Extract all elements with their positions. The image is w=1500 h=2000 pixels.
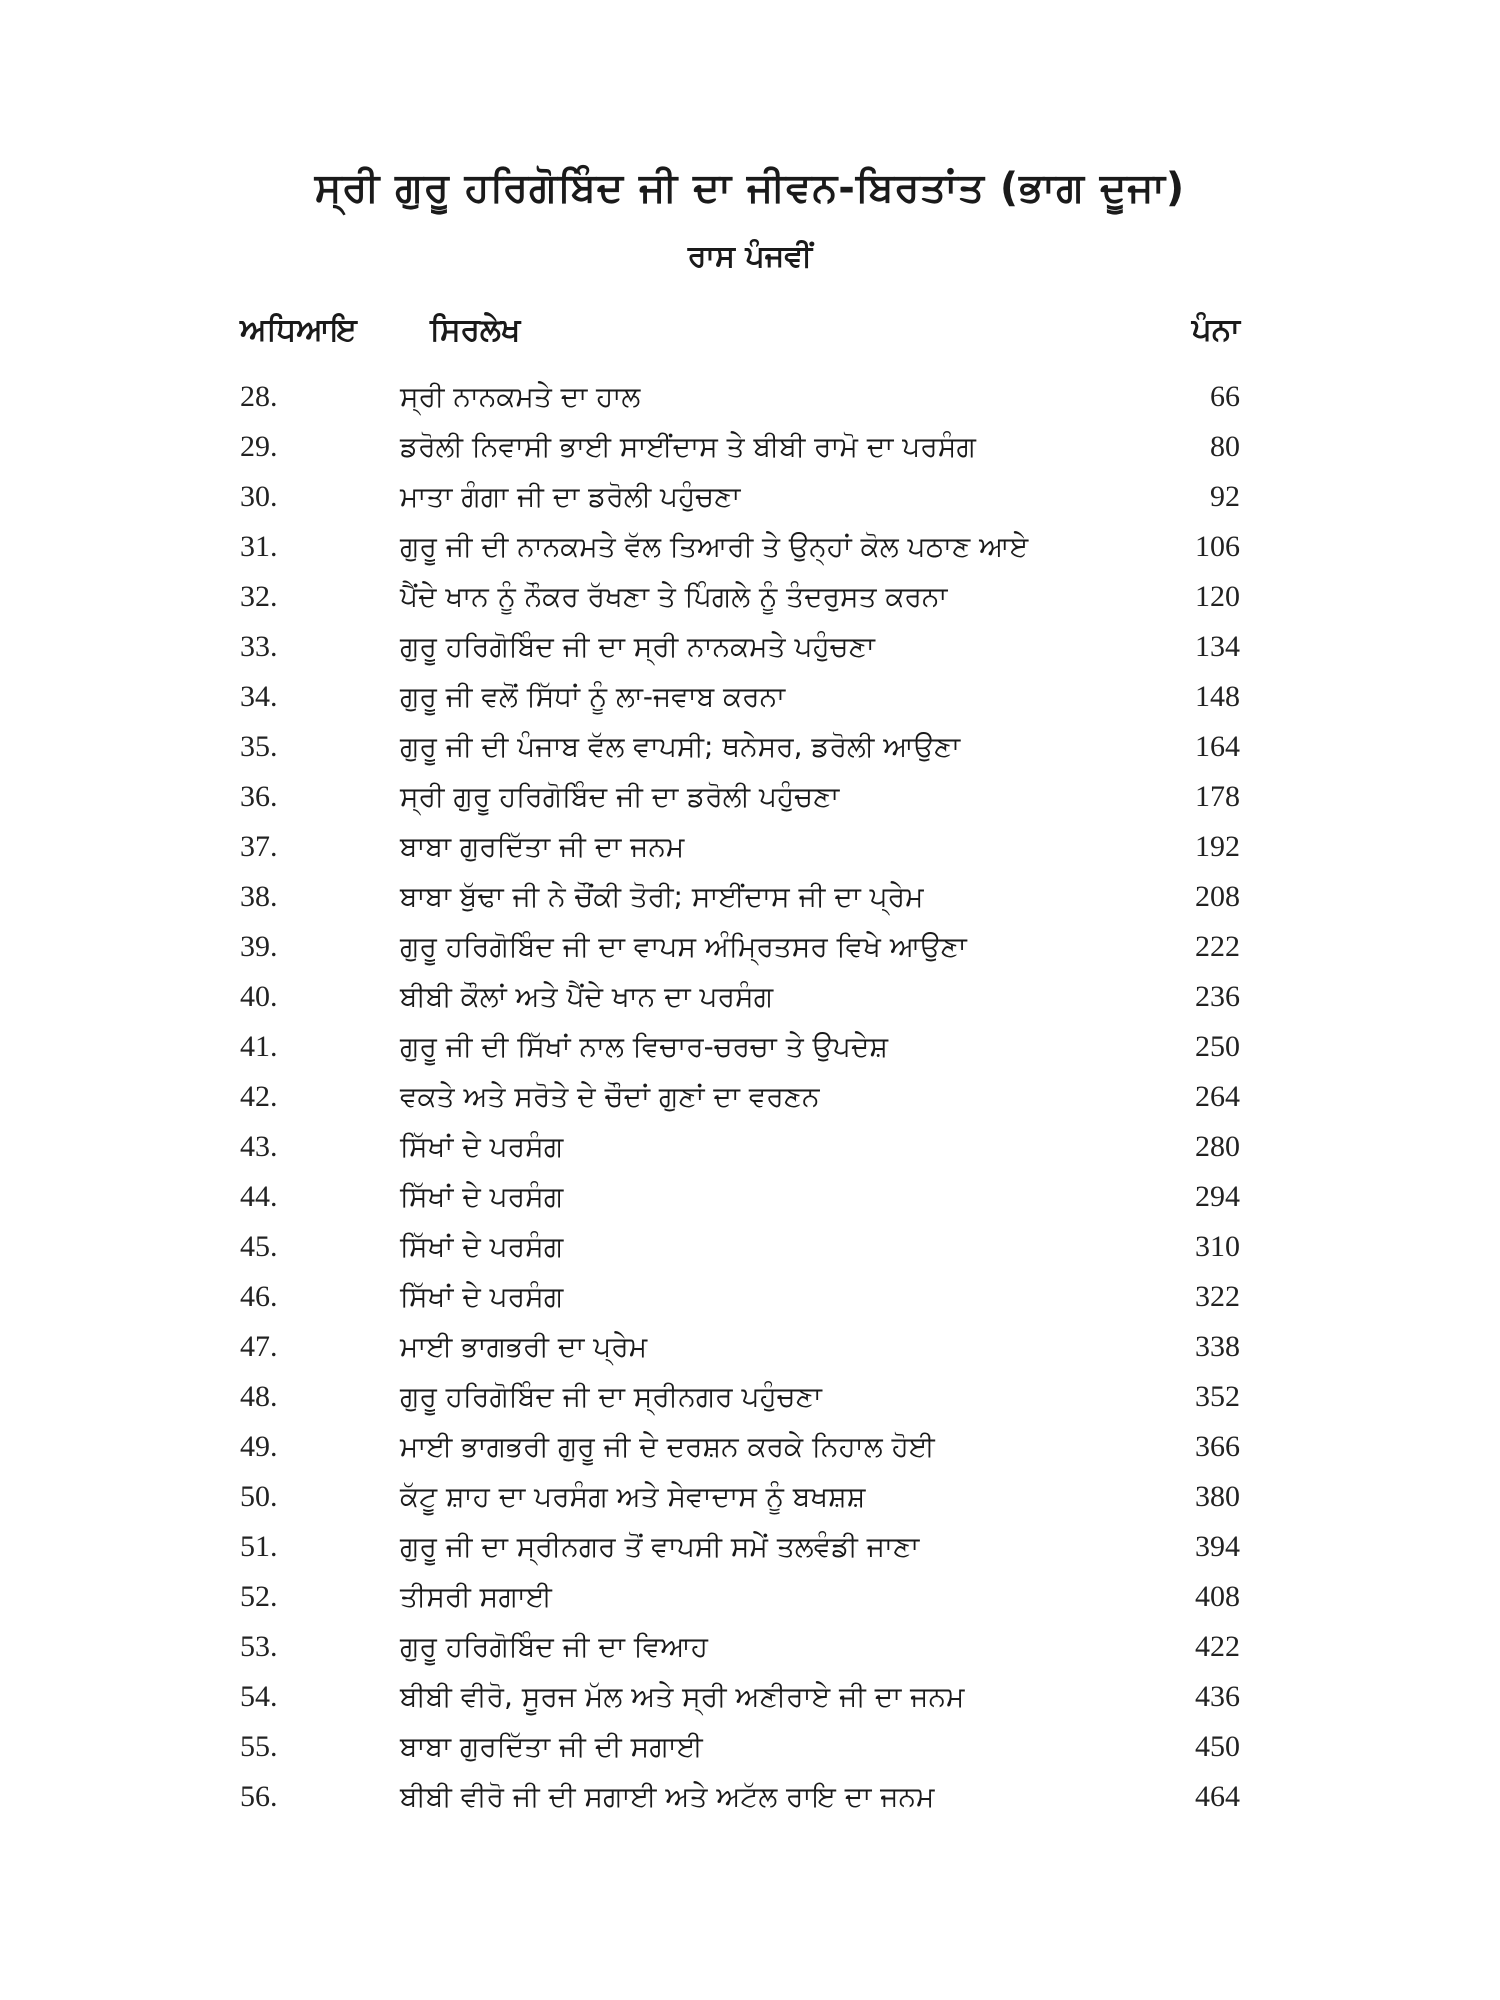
page-number: 338: [1195, 1330, 1240, 1363]
chapter-heading: ਗੁਰੂ ਜੀ ਦਾ ਸ੍ਰੀਨਗਰ ਤੋਂ ਵਾਪਸੀ ਸਮੇਂ ਤਲਵੰਡੀ ਜਾਣਾ: [400, 1530, 920, 1563]
chapter-heading: ਸਿੱਖਾਂ ਦੇ ਪਰਸੰਗ: [400, 1180, 564, 1213]
page-number: 380: [1195, 1480, 1240, 1513]
chapter-number: 54.: [240, 1680, 278, 1713]
page-number: 236: [1195, 980, 1240, 1013]
chapter-number: 47.: [240, 1330, 278, 1363]
chapter-heading: ਡਰੋਲੀ ਨਿਵਾਸੀ ਭਾਈ ਸਾਈਂਦਾਸ ਤੇ ਬੀਬੀ ਰਾਮੋ ਦਾ ਪਰਸੰਗ: [400, 430, 976, 463]
page-number: 450: [1195, 1730, 1240, 1763]
page-number: 134: [1195, 630, 1240, 663]
toc-entry: [0, 1022, 1500, 1072]
chapter-number: 28.: [240, 380, 278, 413]
toc-entry: [0, 1322, 1500, 1372]
page-number: 92: [1210, 480, 1240, 513]
toc-entry: [0, 1672, 1500, 1722]
chapter-heading: ਗੁਰੂ ਹਰਿਗੋਬਿੰਦ ਜੀ ਦਾ ਸ੍ਰੀ ਨਾਨਕਮਤੇ ਪਹੁੰਚਣਾ: [400, 630, 875, 663]
page-number: 250: [1195, 1030, 1240, 1063]
page-number: 222: [1195, 930, 1240, 963]
chapter-heading: ਤੀਸਰੀ ਸਗਾਈ: [400, 1580, 552, 1613]
chapter-number: 36.: [240, 780, 278, 813]
chapter-number: 30.: [240, 480, 278, 513]
chapter-number: 46.: [240, 1280, 278, 1313]
toc-entry: [0, 1722, 1500, 1772]
chapter-number: 49.: [240, 1430, 278, 1463]
chapter-heading: ਗੁਰੂ ਜੀ ਦੀ ਪੰਜਾਬ ਵੱਲ ਵਾਪਸੀ; ਥਨੇਸਰ, ਡਰੋਲੀ ਆਉਣਾ: [400, 730, 961, 763]
chapter-heading: ਬਾਬਾ ਗੁਰਦਿੱਤਾ ਜੀ ਦੀ ਸਗਾਈ: [400, 1730, 703, 1763]
chapter-heading: ਸ੍ਰੀ ਗੁਰੂ ਹਰਿਗੋਬਿੰਦ ਜੀ ਦਾ ਡਰੋਲੀ ਪਹੁੰਚਣਾ: [400, 780, 840, 813]
chapter-number: 34.: [240, 680, 278, 713]
toc-entry: [0, 1372, 1500, 1422]
toc-entry: [0, 1172, 1500, 1222]
chapter-number: 51.: [240, 1530, 278, 1563]
chapter-number: 44.: [240, 1180, 278, 1213]
chapter-heading: ਸਿੱਖਾਂ ਦੇ ਪਰਸੰਗ: [400, 1230, 564, 1263]
page-number: 310: [1195, 1230, 1240, 1263]
chapter-number: 48.: [240, 1380, 278, 1413]
page-number: 464: [1195, 1780, 1240, 1813]
page-title: ਸ੍ਰੀ ਗੁਰੂ ਹਰਿਗੋਬਿੰਦ ਜੀ ਦਾ ਜੀਵਨ-ਬਿਰਤਾਂਤ (ਭਾਗ ਦੂਜਾ): [314, 165, 1186, 211]
chapter-heading: ਗੁਰੂ ਜੀ ਵਲੋਂ ਸਿੱਧਾਂ ਨੂੰ ਲਾ-ਜਵਾਬ ਕਰਨਾ: [400, 680, 786, 713]
chapter-heading: ਗੁਰੂ ਜੀ ਦੀ ਸਿੱਖਾਂ ਨਾਲ ਵਿਚਾਰ-ਚਰਚਾ ਤੇ ਉਪਦੇਸ਼: [400, 1030, 889, 1063]
toc-entry: [0, 1622, 1500, 1672]
chapter-heading: ਪੈਂਦੇ ਖਾਨ ਨੂੰ ਨੌਕਰ ਰੱਖਣਾ ਤੇ ਪਿੰਗਲੇ ਨੂੰ ਤੰਦਰੁਸਤ ਕਰਨਾ: [400, 580, 948, 613]
toc-entry: [0, 1472, 1500, 1522]
page-number: 80: [1210, 430, 1240, 463]
page-number: 106: [1195, 530, 1240, 563]
table-of-contents: [0, 372, 1500, 1822]
toc-entry: [0, 1122, 1500, 1172]
chapter-heading: ਗੁਰੂ ਹਰਿਗੋਬਿੰਦ ਜੀ ਦਾ ਵਿਆਹ: [400, 1630, 708, 1663]
chapter-heading: ਬੀਬੀ ਕੌਲਾਂ ਅਤੇ ਪੈਂਦੇ ਖਾਨ ਦਾ ਪਰਸੰਗ: [400, 980, 774, 1013]
chapter-heading: ਮਾਈ ਭਾਗਭਰੀ ਗੁਰੂ ਜੀ ਦੇ ਦਰਸ਼ਨ ਕਰਕੇ ਨਿਹਾਲ ਹੋਈ: [400, 1430, 935, 1463]
page-number: 264: [1195, 1080, 1240, 1113]
chapter-heading: ਕੱਟੂ ਸ਼ਾਹ ਦਾ ਪਰਸੰਗ ਅਤੇ ਸੇਵਾਦਾਸ ਨੂੰ ਬਖਸ਼ਸ਼: [400, 1480, 866, 1513]
chapter-heading: ਬੀਬੀ ਵੀਰੋ, ਸੂਰਜ ਮੱਲ ਅਤੇ ਸ੍ਰੀ ਅਣੀਰਾਏ ਜੀ ਦਾ ਜਨਮ: [400, 1680, 965, 1713]
chapter-number: 33.: [240, 630, 278, 663]
column-header-chapter: ਅਧਿਆਇ: [240, 312, 357, 348]
page-number: 66: [1210, 380, 1240, 413]
toc-entry: [0, 522, 1500, 572]
column-header-heading: ਸਿਰਲੇਖ: [430, 312, 521, 348]
page-number: 422: [1195, 1630, 1240, 1663]
chapter-heading: ਸ੍ਰੀ ਨਾਨਕਮਤੇ ਦਾ ਹਾਲ: [400, 380, 641, 413]
chapter-heading: ਵਕਤੇ ਅਤੇ ਸਰੋਤੇ ਦੇ ਚੌਦਾਂ ਗੁਣਾਂ ਦਾ ਵਰਣਨ: [400, 1080, 820, 1113]
chapter-heading: ਸਿੱਖਾਂ ਦੇ ਪਰਸੰਗ: [400, 1280, 564, 1313]
toc-entry: [0, 1522, 1500, 1572]
page-subtitle: ਰਾਸ ਪੰਜਵੀਂ: [687, 239, 813, 274]
page-number: 352: [1195, 1380, 1240, 1413]
chapter-heading: ਬੀਬੀ ਵੀਰੋ ਜੀ ਦੀ ਸਗਾਈ ਅਤੇ ਅਟੱਲ ਰਾਇ ਦਾ ਜਨਮ: [400, 1780, 935, 1813]
toc-entry: [0, 372, 1500, 422]
toc-entry: [0, 572, 1500, 622]
page-number: 394: [1195, 1530, 1240, 1563]
chapter-heading: ਸਿੱਖਾਂ ਦੇ ਪਰਸੰਗ: [400, 1130, 564, 1163]
page-number: 164: [1195, 730, 1240, 763]
chapter-heading: ਬਾਬਾ ਗੁਰਦਿੱਤਾ ਜੀ ਦਾ ਜਨਮ: [400, 830, 685, 863]
chapter-heading: ਗੁਰੂ ਹਰਿਗੋਬਿੰਦ ਜੀ ਦਾ ਸ੍ਰੀਨਗਰ ਪਹੁੰਚਣਾ: [400, 1380, 822, 1413]
chapter-heading: ਮਾਈ ਭਾਗਭਰੀ ਦਾ ਪ੍ਰੇਮ: [400, 1330, 648, 1363]
chapter-number: 38.: [240, 880, 278, 913]
chapter-number: 52.: [240, 1580, 278, 1613]
chapter-number: 45.: [240, 1230, 278, 1263]
chapter-number: 41.: [240, 1030, 278, 1063]
chapter-number: 39.: [240, 930, 278, 963]
toc-entry: [0, 1422, 1500, 1472]
page-number: 208: [1195, 880, 1240, 913]
toc-entry: [0, 1272, 1500, 1322]
chapter-number: 37.: [240, 830, 278, 863]
toc-entry: [0, 822, 1500, 872]
chapter-heading: ਗੁਰੂ ਜੀ ਦੀ ਨਾਨਕਮਤੇ ਵੱਲ ਤਿਆਰੀ ਤੇ ਉਨ੍ਹਾਂ ਕੋਲ ਪਠਾਣ ਆਏ: [400, 530, 1029, 563]
chapter-number: 29.: [240, 430, 278, 463]
page-number: 294: [1195, 1180, 1240, 1213]
chapter-number: 32.: [240, 580, 278, 613]
page-number: 436: [1195, 1680, 1240, 1713]
chapter-heading: ਗੁਰੂ ਹਰਿਗੋਬਿੰਦ ਜੀ ਦਾ ਵਾਪਸ ਅੰਮ੍ਰਿਤਸਰ ਵਿਖੇ ਆਉਣਾ: [400, 930, 967, 963]
chapter-number: 35.: [240, 730, 278, 763]
toc-entry: [0, 672, 1500, 722]
toc-entry: [0, 1772, 1500, 1822]
column-header-page: ਪੰਨਾ: [1191, 312, 1240, 348]
chapter-number: 50.: [240, 1480, 278, 1513]
chapter-number: 43.: [240, 1130, 278, 1163]
toc-entry: [0, 872, 1500, 922]
chapter-number: 56.: [240, 1780, 278, 1813]
page-number: 178: [1195, 780, 1240, 813]
toc-entry: [0, 1572, 1500, 1622]
page-number: 148: [1195, 680, 1240, 713]
page-number: 408: [1195, 1580, 1240, 1613]
page-number: 322: [1195, 1280, 1240, 1313]
toc-entry: [0, 472, 1500, 522]
chapter-heading: ਬਾਬਾ ਬੁੱਢਾ ਜੀ ਨੇ ਚੌਂਕੀ ਤੋਰੀ; ਸਾਈਂਦਾਸ ਜੀ ਦਾ ਪ੍ਰੇਮ: [400, 880, 924, 913]
toc-entry: [0, 922, 1500, 972]
toc-entry: [0, 972, 1500, 1022]
toc-entry: [0, 722, 1500, 772]
toc-entry: [0, 422, 1500, 472]
toc-entry: [0, 1072, 1500, 1122]
toc-entry: [0, 772, 1500, 822]
chapter-number: 42.: [240, 1080, 278, 1113]
page-number: 192: [1195, 830, 1240, 863]
toc-entry: [0, 1222, 1500, 1272]
toc-entry: [0, 622, 1500, 672]
chapter-heading: ਮਾਤਾ ਗੰਗਾ ਜੀ ਦਾ ਡਰੋਲੀ ਪਹੁੰਚਣਾ: [400, 480, 741, 513]
chapter-number: 53.: [240, 1630, 278, 1663]
page-number: 120: [1195, 580, 1240, 613]
chapter-number: 31.: [240, 530, 278, 563]
chapter-number: 40.: [240, 980, 278, 1013]
page-number: 280: [1195, 1130, 1240, 1163]
page-number: 366: [1195, 1430, 1240, 1463]
chapter-number: 55.: [240, 1730, 278, 1763]
